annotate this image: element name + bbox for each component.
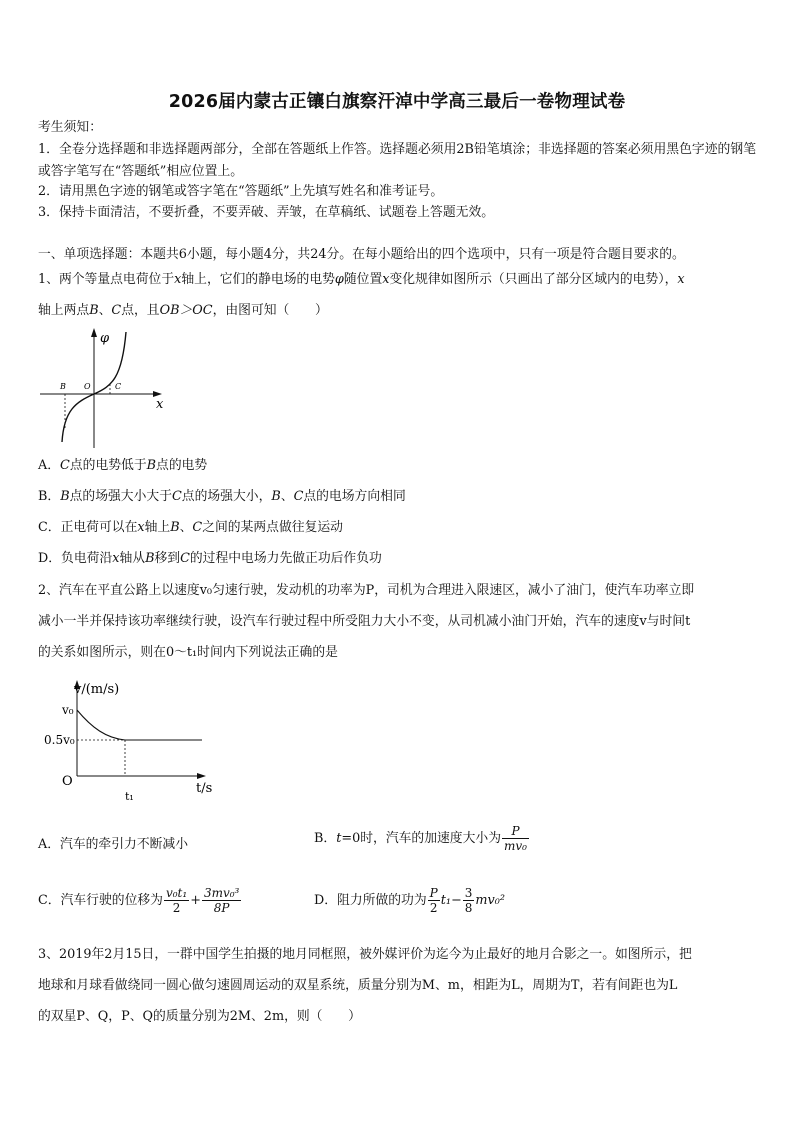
q1-stem-line2: 轴上两点B、C点，且OB＞OC，由图可知（ ）	[38, 303, 328, 318]
q2-option-a: A．汽车的牵引力不断减小	[38, 837, 189, 852]
q1-ylabel: φ	[100, 331, 110, 346]
q2-optc-fraction-1: $\frac{\text{v₀t₁}}{2}$	[165, 886, 188, 915]
q2-option-b: B．t=0时，汽车的加速度大小为 $\frac{P}{\text{mv₀}}$	[314, 824, 527, 853]
q2-v0-label: v₀	[62, 703, 74, 717]
q1-b-label: B	[60, 382, 66, 391]
q2-stem-line2: 减小一半并保持该功率继续行驶，设汽车行驶过程中所受阻力大小不变，从司机减小油门开始，汽车的速度v与时间t	[38, 614, 691, 629]
q1-xlabel: x	[156, 397, 164, 412]
q2-option-d: D．阻力所做的功为 $\frac{P}{2}$ t₁− $\frac{3}{8}$ mv₀²	[314, 886, 505, 915]
q3-stem-line2: 地球和月球看做绕同一圆心做匀速圆周运动的双星系统，质量分别为M、m，相距为L，周期为T，若有间距也为L	[38, 978, 678, 993]
q1-c-label: C	[115, 382, 122, 391]
q2-ylabel: v/(m/s)	[74, 682, 120, 697]
q3-stem-line3: 的双星P、Q，P、Q的质量分别为2M、2m，则（ ）	[38, 1009, 361, 1024]
q1-option-c: C．正电荷可以在x轴上B、C之间的某两点做往复运动	[38, 520, 343, 535]
q2-origin-label: O	[62, 774, 73, 789]
q1-option-d: D．负电荷沿x轴从B移到C的过程中电场力先做正功后作负功	[38, 551, 382, 566]
notice-item-3: 3．保持卡面清洁，不要折叠，不要弄破、弄皱，在草稿纸、试题卷上答题无效。	[38, 205, 495, 220]
q2-xlabel: t/s	[196, 781, 213, 796]
q2-stem-line1: 2、汽车在平直公路上以速度v₀匀速行驶，发动机的功率为P，司机为合理进入限速区，减小了油门，使汽车功率立即	[38, 583, 695, 598]
notice-item-2: 2．请用黑色字迹的钢笔或答字笔在“答题纸”上先填写姓名和准考证号。	[38, 184, 444, 199]
q2-optd-fraction-2: $\frac{3}{8}$	[464, 886, 473, 915]
q2-stem-line3: 的关系如图所示，则在0～t₁时间内下列说法正确的是	[38, 645, 338, 660]
notice-item-1: 1．全卷分选择题和非选择题两部分，全部在答题纸上作答。选择题必须用2B铅笔填涂；非选择题的答案必须用黑色字迹的钢笔或答字笔写在“答题纸”相应位置上。	[38, 142, 756, 179]
q1-y-arrow	[91, 328, 97, 337]
q1-stem-line1: 1、两个等量点电荷位于x轴上，它们的静电场的电势φ随位置x变化规律如图所示（只画出了部分区域内的电势），x	[38, 272, 685, 287]
q2-t-arrow	[197, 773, 206, 779]
q2-velocity-graph	[40, 676, 220, 806]
section-heading: 一、单项选择题：本题共6小题，每小题4分，共24分。在每小题给出的四个选项中，只有一项是符合题目要求的。	[38, 247, 685, 262]
q2-optc-fraction-2: $\frac{\text{3mv₀³}}{8P}$	[203, 886, 240, 915]
q1-origin-label: O	[84, 382, 91, 391]
q2-half-label: 0.5v₀	[44, 733, 75, 747]
q2-t1-label: t₁	[125, 790, 134, 803]
q2-option-c: C．汽车行驶的位移为 $\frac{\text{v₀t₁}}{2}$ + $\frac{\text{3mv₀³}}{8P}$	[38, 886, 240, 915]
q2-optd-fraction-1: $\frac{P}{2}$	[429, 886, 438, 915]
q1-potential-graph	[38, 324, 168, 452]
q2-optb-fraction: $\frac{P}{\text{mv₀}}$	[504, 824, 527, 853]
q3-stem-line1: 3、2019年2月15日，一群中国学生拍摄的地月同框照，被外媒评价为迄今为止最好的地月合影之一。如图所示，把	[38, 947, 692, 962]
q1-option-a: A．C点的电势低于B点的电势	[38, 458, 208, 473]
page-title: 2026届内蒙古正镶白旗察汗淖中学高三最后一卷物理试卷	[168, 92, 626, 112]
q1-option-b: B．B点的场强大小大于C点的场强大小，B、C点的电场方向相同	[38, 489, 406, 504]
q2-velocity-curve	[77, 710, 202, 740]
notice-heading: 考生须知：	[38, 120, 102, 135]
